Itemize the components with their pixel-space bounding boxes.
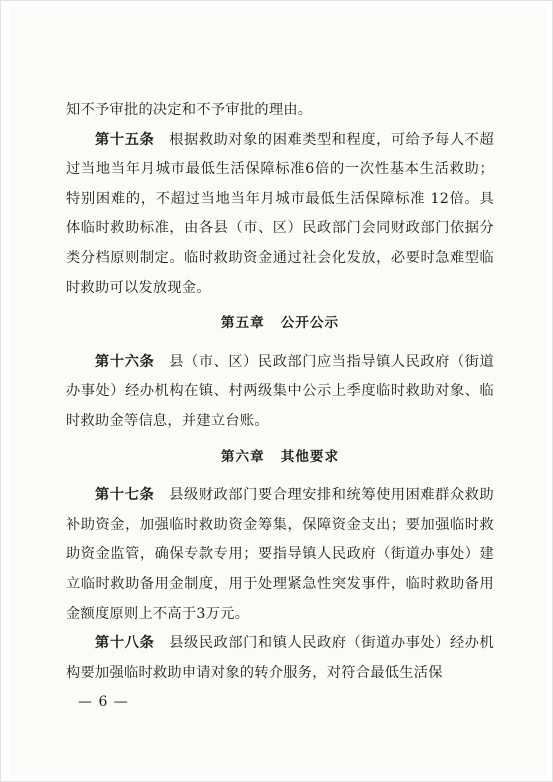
article-18-number: 第十八条 xyxy=(95,635,155,652)
article-15-number: 第十五条 xyxy=(95,131,155,148)
article-17-number: 第十七条 xyxy=(95,487,155,504)
article-18-text: 县级民政部门和镇人民政府（街道办事处）经办机构要加强临时救助申请对象的转介服务，对符合最低生活保 xyxy=(66,635,494,681)
article-16-number: 第十六条 xyxy=(95,353,155,370)
article-17-text: 县级财政部门要合理安排和统筹使用困难群众救助补助资金，加强临时救助资金筹集，保障资金支出；要加强临时救助资金监管，确保专款专用；要指导镇人民政府（街道办事处）建立临时救助备用金制度，用于处理紧急性突发事件，临时救助备用金额度原则上不高于3万元。 xyxy=(66,487,494,622)
article-15 xyxy=(66,126,494,304)
chapter-6-heading xyxy=(66,437,494,482)
article-17 xyxy=(66,481,494,629)
chapter-5-heading xyxy=(66,303,494,348)
article-15-text: 根据救助对象的困难类型和程度，可给予每人不超过当地当年月城市最低生活保障标准6倍的一次性基本生活救助；特别困难的，不超过当地当年月城市最低生活保障标准 12倍。具体临时救助标准，由各县（市、区）民政部门会同财政部门依据分类分档原则制定。临时救助资金通过社会化发放，必要时急难型临时救助可以发放现金。 xyxy=(66,131,494,296)
chapter-5-title: 公开公示 xyxy=(280,315,340,332)
article-16 xyxy=(66,348,494,437)
article-18 xyxy=(66,629,494,688)
continuation-paragraph: 知不予审批的决定和不予审批的理由。 xyxy=(66,102,313,118)
article-16-text: 县（市、区）民政部门应当指导镇人民政府（街道办事处）经办机构在镇、村两级集中公示上季度临时救助对象、临时救助金等信息，并建立台账。 xyxy=(66,353,494,429)
page-number: — 6 — xyxy=(78,694,129,710)
chapter-6-number: 第六章 xyxy=(220,448,265,465)
chapter-5-number: 第五章 xyxy=(220,315,265,332)
chapter-6-title: 其他要求 xyxy=(280,448,340,465)
document-body xyxy=(66,96,494,688)
